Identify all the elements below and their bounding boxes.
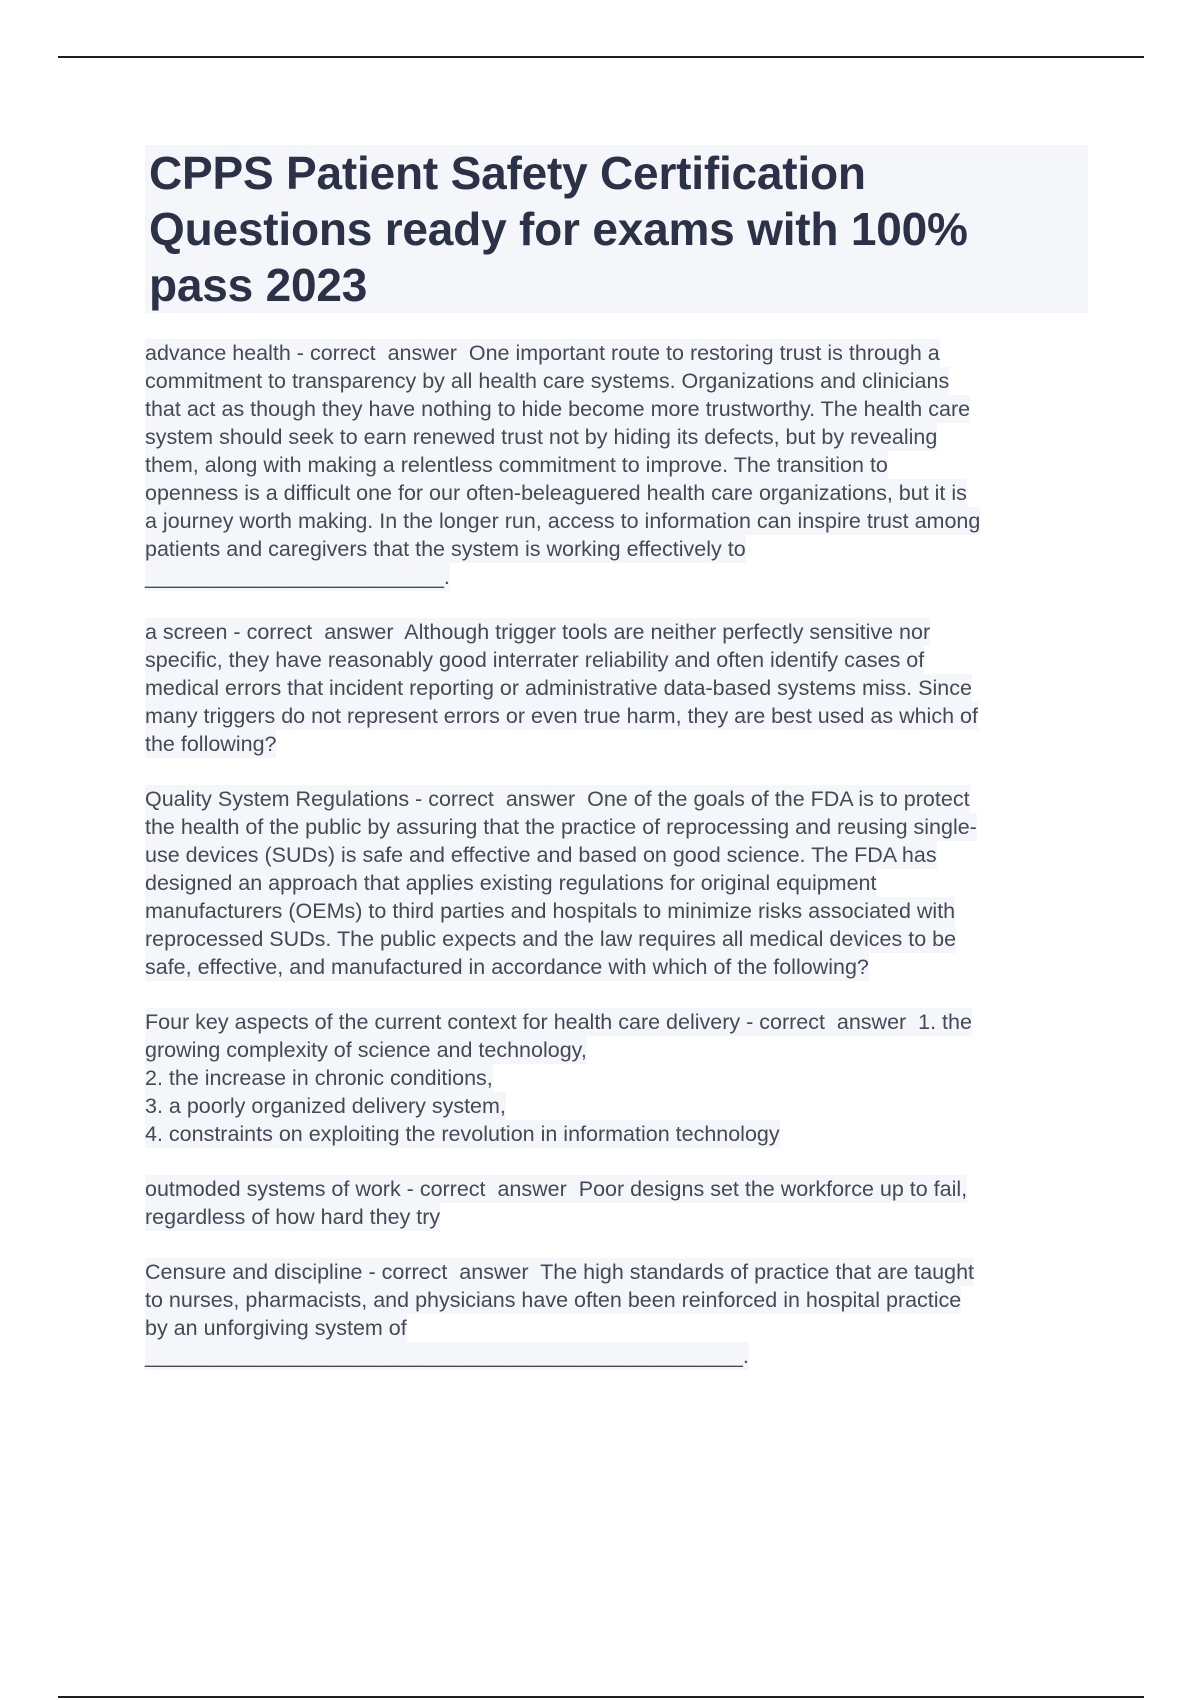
- qa-line: system should seek to earn renewed trust not by hiding its defects, but by revealing: [145, 425, 938, 449]
- qa-line: medical errors that incident reporting or administrative data-based systems miss. Since: [145, 676, 972, 700]
- qa-entry: [145, 1175, 1090, 1231]
- document-title: [145, 145, 1088, 313]
- qa-entry: [145, 618, 1090, 758]
- qa-line: to nurses, pharmacists, and physicians have often been reinforced in hospital practice: [145, 1288, 962, 1312]
- title-line: Questions ready for exams with 100%: [149, 203, 968, 255]
- qa-line: 3. a poorly organized delivery system,: [145, 1094, 506, 1118]
- qa-line: __________________________________________________.: [145, 1344, 749, 1368]
- qa-line: a journey worth making. In the longer run, access to information can inspire trust among: [145, 509, 981, 533]
- qa-line: advance health - correct answer One important route to restoring trust is through a: [145, 341, 940, 365]
- qa-line: specific, they have reasonably good interrater reliability and often identify cases of: [145, 648, 925, 672]
- title-line: CPPS Patient Safety Certification: [149, 147, 866, 199]
- qa-list: [145, 339, 1090, 1397]
- qa-line: openness is a difficult one for our often-beleaguered health care organizations, but it is: [145, 481, 967, 505]
- qa-entry: [145, 339, 1090, 591]
- qa-line: safe, effective, and manufactured in accordance with which of the following?: [145, 955, 869, 979]
- qa-line: commitment to transparency by all health care systems. Organizations and clinicians: [145, 369, 950, 393]
- qa-line: a screen - correct answer Although trigger tools are neither perfectly sensitive nor: [145, 620, 931, 644]
- footer-rule: [58, 1696, 1144, 1698]
- qa-entry: [145, 1258, 1090, 1370]
- qa-entry: [145, 1008, 1090, 1148]
- qa-line: reprocessed SUDs. The public expects and the law requires all medical devices to be: [145, 927, 957, 951]
- qa-line: the health of the public by assuring that the practice of reprocessing and reusing single-: [145, 815, 977, 839]
- qa-line: by an unforgiving system of: [145, 1316, 407, 1340]
- qa-line: _________________________.: [145, 565, 450, 589]
- qa-line: Quality System Regulations - correct answer One of the goals of the FDA is to protect: [145, 787, 970, 811]
- qa-line: them, along with making a relentless commitment to improve. The transition to: [145, 453, 888, 477]
- qa-line: use devices (SUDs) is safe and effective and based on good science. The FDA has: [145, 843, 937, 867]
- title-line: pass 2023: [149, 259, 368, 311]
- qa-line: Censure and discipline - correct answer The high standards of practice that are taught: [145, 1260, 974, 1284]
- qa-line: Four key aspects of the current context for health care delivery - correct answer 1. the: [145, 1010, 972, 1034]
- qa-line: the following?: [145, 732, 277, 756]
- qa-line: regardless of how hard they try: [145, 1205, 441, 1229]
- qa-line: designed an approach that applies existing regulations for original equipment: [145, 871, 877, 895]
- title-block: [145, 145, 1088, 313]
- header-rule: [58, 56, 1144, 58]
- qa-line: outmoded systems of work - correct answer Poor designs set the workforce up to fail,: [145, 1177, 968, 1201]
- qa-line: patients and caregivers that the system is working effectively to: [145, 537, 746, 561]
- qa-line: 4. constraints on exploiting the revolution in information technology: [145, 1122, 780, 1146]
- qa-line: that act as though they have nothing to hide become more trustworthy. The health care: [145, 397, 971, 421]
- qa-line: 2. the increase in chronic conditions,: [145, 1066, 493, 1090]
- qa-entry: [145, 785, 1090, 981]
- qa-line: growing complexity of science and technology,: [145, 1038, 587, 1062]
- qa-line: manufacturers (OEMs) to third parties and hospitals to minimize risks associated with: [145, 899, 956, 923]
- qa-line: many triggers do not represent errors or even true harm, they are best used as which of: [145, 704, 978, 728]
